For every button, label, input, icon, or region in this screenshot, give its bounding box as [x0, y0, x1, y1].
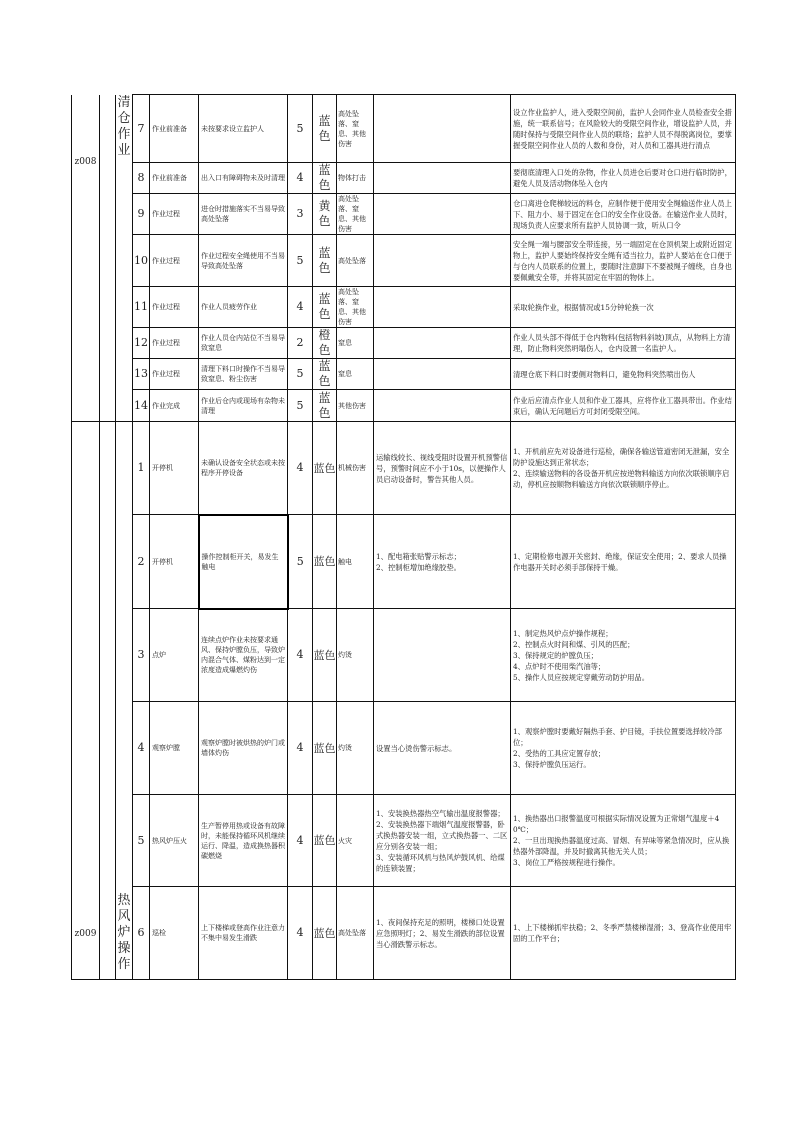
accident-type: 火灾 — [337, 795, 374, 887]
accident-type: 高处坠落 — [337, 887, 374, 980]
risk-level: 4 — [288, 287, 313, 328]
management-measures: 采取轮换作业，根据情况或15分钟轮换一次 — [511, 287, 736, 328]
hazard-description: 上下楼梯或登高作业注意力不集中易发生滑跌 — [199, 887, 288, 980]
engineering-measures: 1、夜间保持充足的照明，楼梯口处设置应急照明灯；2、易发生滑跌的部位设置当心滑跌警示标志。 — [374, 887, 511, 980]
table-row — [72, 359, 736, 390]
engineering-measures: 1、安装换热器热空气输出温度报警器； 2、安装换热器下端烟气温度报警器，卧式换热器安装一组，立式换热器一、二区应分别各安装一组； 3、安装循环风机与热风炉鼓风机、给煤的连锁装置； — [374, 795, 511, 887]
accident-type: 其他伤害 — [337, 390, 374, 422]
work-step: 观察炉膛 — [150, 702, 199, 795]
management-measures: 1、上下楼梯抓牢扶稳；2、冬季严禁楼梯湿滑；3、登高作业使用牢固的工作平台； — [511, 887, 736, 980]
section-id: z009 — [72, 422, 100, 980]
risk-color: 黄色 — [313, 194, 337, 235]
row-number: 12 — [133, 328, 150, 359]
hazard-description: 进仓时措施落实不当易导致高处坠落 — [199, 194, 288, 235]
accident-type: 高处坠落、窒息、其他伤害 — [337, 95, 374, 163]
management-measures: 清理仓底下料口时要侧对物料口，避免物料突然喷出伤人 — [511, 359, 736, 390]
risk-level: 5 — [288, 390, 313, 422]
hazard-description: 未按要求设立监护人 — [199, 95, 288, 163]
table-row — [72, 702, 736, 795]
section-id: z008 — [72, 95, 100, 422]
accident-type: 高处坠落 — [337, 235, 374, 287]
work-step: 热风炉压火 — [150, 795, 199, 887]
engineering-measures: 1、配电箱张贴警示标志； 2、控制柜增加绝缘胶垫。 — [374, 515, 511, 609]
row-number: 4 — [133, 702, 150, 795]
management-measures: 设立作业监护人，进入受限空间前，监护人会同作业人员检查安全措施，统一联系信号；在风险较大的受限空间作业，增设监护人员，并随时保持与受限空间作业人员的联络；监护人员不得脱离岗位，要掌握受限空间作业人员的人数和身份，对人员和工器具进行清点 — [511, 95, 736, 163]
risk-level: 5 — [288, 95, 313, 163]
risk-color: 蓝色 — [313, 609, 337, 702]
hazard-description: 作业人员仓内站位不当易导致窒息 — [199, 328, 288, 359]
management-measures: 1、换热器出口报警温度可根据实际情况设置为正常烟气温度＋40℃； 2、一旦出现换热器温度过高、冒烟、有异味等紧急情况时，应从换热器外部降温，并及时撤离其他无关人员； 3、岗位工严格按规程进行操作。 — [511, 795, 736, 887]
hazard-description: 未确认设备安全状态或未按程序开停设备 — [199, 422, 288, 515]
engineering-measures — [374, 95, 511, 163]
risk-color: 蓝色 — [313, 163, 337, 194]
risk-level: 5 — [288, 515, 313, 609]
accident-type: 窒息 — [337, 328, 374, 359]
row-number: 5 — [133, 795, 150, 887]
risk-color: 蓝色 — [313, 287, 337, 328]
risk-level: 4 — [288, 887, 313, 980]
hazard-description: 观察炉膛时被烘热的炉门或墙体灼伤 — [199, 702, 288, 795]
work-step: 作业过程 — [150, 287, 199, 328]
risk-level: 5 — [288, 359, 313, 390]
hazard-description: 操作控制柜开关，易发生触电 — [199, 515, 288, 609]
risk-color: 蓝色 — [313, 515, 337, 609]
hazard-description: 清理下料口时操作不当易导致窒息、粉尘伤害 — [199, 359, 288, 390]
row-number: 1 — [133, 422, 150, 515]
row-number: 7 — [133, 95, 150, 163]
table-row — [72, 287, 736, 328]
risk-level: 2 — [288, 328, 313, 359]
table-row — [72, 887, 736, 980]
risk-level: 4 — [288, 163, 313, 194]
risk-level: 4 — [288, 422, 313, 515]
work-step: 开停机 — [150, 422, 199, 515]
hazard-description: 出入口有障碍物未及时清理 — [199, 163, 288, 194]
management-measures: 仓口离进仓爬梯较远的料仓，应制作便于使用安全绳输送作业人员上下、阻力小、易于固定在仓口的安全作业设备。在输送作业人员时，现场负责人应要求所有监护人员协调一致，听从口令 — [511, 194, 736, 235]
risk-color: 蓝色 — [313, 95, 337, 163]
work-step: 点炉 — [150, 609, 199, 702]
engineering-measures — [374, 163, 511, 194]
risk-level: 5 — [288, 235, 313, 287]
engineering-measures — [374, 609, 511, 702]
table-row — [72, 609, 736, 702]
work-step: 作业过程 — [150, 328, 199, 359]
work-step: 作业前准备 — [150, 95, 199, 163]
row-number: 6 — [133, 887, 150, 980]
accident-type: 高处坠落、窒息、其他伤害 — [337, 194, 374, 235]
work-step: 作业过程 — [150, 359, 199, 390]
hazard-description: 连续点炉作业未按要求通风、保持炉膛负压，导致炉内混合气体、煤粉达到一定浓度造成爆燃灼伤 — [199, 609, 288, 702]
risk-color: 橙色 — [313, 328, 337, 359]
row-number: 11 — [133, 287, 150, 328]
risk-level: 4 — [288, 609, 313, 702]
row-number: 2 — [133, 515, 150, 609]
work-step: 开停机 — [150, 515, 199, 609]
risk-color: 蓝色 — [313, 235, 337, 287]
risk-color: 蓝色 — [313, 359, 337, 390]
work-step: 作业过程 — [150, 194, 199, 235]
accident-type: 灼烫 — [337, 609, 374, 702]
engineering-measures — [374, 328, 511, 359]
risk-color: 蓝色 — [313, 422, 337, 515]
row-number: 8 — [133, 163, 150, 194]
work-step: 作业完成 — [150, 390, 199, 422]
row-number: 9 — [133, 194, 150, 235]
hazard-description: 作业人员疲劳作业 — [199, 287, 288, 328]
engineering-measures: 运输线较长、视线受阻时设置开机预警信号，预警时间应不小于10s，以便操作人员启动设备时，警告其他人员。 — [374, 422, 511, 515]
risk-level: 4 — [288, 795, 313, 887]
accident-type: 窒息 — [337, 359, 374, 390]
engineering-measures: 设置当心烫伤警示标志。 — [374, 702, 511, 795]
table-row — [72, 515, 736, 609]
section-category: 热风炉操作 — [116, 422, 133, 980]
hazard-description: 作业后仓内或现场有杂物未清理 — [199, 390, 288, 422]
accident-type: 高处坠落、窒息、其他伤害 — [337, 287, 374, 328]
management-measures: 要彻底清理入口处的杂物，作业人员进仓后要对仓口进行临时防护，避免人员及活动物体坠入仓内 — [511, 163, 736, 194]
risk-color: 蓝色 — [313, 390, 337, 422]
blank-column — [100, 422, 116, 980]
hazard-description: 作业过程安全绳使用不当易导致高处坠落 — [199, 235, 288, 287]
engineering-measures — [374, 287, 511, 328]
management-measures: 1、制定热风炉点炉操作规程； 2、控制点火时间和煤、引风的匹配； 3、保持规定的炉膛负压； 4、点炉时不使用柴汽油等； 5、操作人员应按规定穿戴劳动防护用品。 — [511, 609, 736, 702]
engineering-measures — [374, 359, 511, 390]
management-measures: 1、开机前应先对设备进行巡检，确保各输送管道密闭无泄漏，安全防护设施达到正常状态； 2、连续输送物料的各设备开机应按逆物料输送方向依次联锁顺序启动，停机应按顺物料输送方向依次联锁顺序停止。 — [511, 422, 736, 515]
management-measures: 1、观察炉膛时要戴好隔热手套、护目镜，手扶位置要选择较冷部位； 2、受热的工具应定置存放； 3、保持炉膛负压运行。 — [511, 702, 736, 795]
row-number: 14 — [133, 390, 150, 422]
risk-color: 蓝色 — [313, 702, 337, 795]
table-row — [72, 390, 736, 422]
management-measures: 1、定期检修电源开关密封、绝缘，保证安全使用；2、要求人员操作电器开关时必须手部保持干燥。 — [511, 515, 736, 609]
accident-type: 灼烫 — [337, 702, 374, 795]
table-row — [72, 422, 736, 515]
table-row — [72, 235, 736, 287]
row-number: 3 — [133, 609, 150, 702]
row-number: 13 — [133, 359, 150, 390]
risk-level: 3 — [288, 194, 313, 235]
hazard-description: 生产暂停用热或设备有故障时，未能保持循环风机继续运行、降温，造成换热器积碳燃烧 — [199, 795, 288, 887]
work-step: 作业过程 — [150, 235, 199, 287]
engineering-measures — [374, 390, 511, 422]
accident-type: 触电 — [337, 515, 374, 609]
table-row — [72, 795, 736, 887]
accident-type: 机械伤害 — [337, 422, 374, 515]
work-step: 作业前准备 — [150, 163, 199, 194]
management-measures: 作业人员头部不得低于仓内物料(包括物料斜坡)顶点，从物料上方清理，防止物料突然坍塌伤人，仓内设置一名监护人。 — [511, 328, 736, 359]
table-row — [72, 95, 736, 163]
risk-level: 4 — [288, 702, 313, 795]
risk-control-table — [71, 94, 736, 980]
work-step: 巡检 — [150, 887, 199, 980]
table-row — [72, 194, 736, 235]
table-row — [72, 328, 736, 359]
engineering-measures — [374, 235, 511, 287]
blank-column — [100, 95, 116, 422]
row-number: 10 — [133, 235, 150, 287]
risk-color: 蓝色 — [313, 887, 337, 980]
engineering-measures — [374, 194, 511, 235]
management-measures: 安全绳一端与腰部安全带连接，另一端固定在仓顶机架上或附近固定物上，监护人要始终保持安全绳有适当拉力，监护人要站在仓口便于与仓内人员联系的位置上，要随时注意脚下不要被绳子缠绕，自身也要佩戴安全带，并将其固定在牢固的物体上。 — [511, 235, 736, 287]
accident-type: 物体打击 — [337, 163, 374, 194]
section-category: 清仓作业 — [116, 95, 133, 422]
risk-color: 蓝色 — [313, 795, 337, 887]
table-row — [72, 163, 736, 194]
management-measures: 作业后应清点作业人员和作业工器具，应将作业工器具带出。作业结束后，确认无问题后方可封闭受限空间。 — [511, 390, 736, 422]
